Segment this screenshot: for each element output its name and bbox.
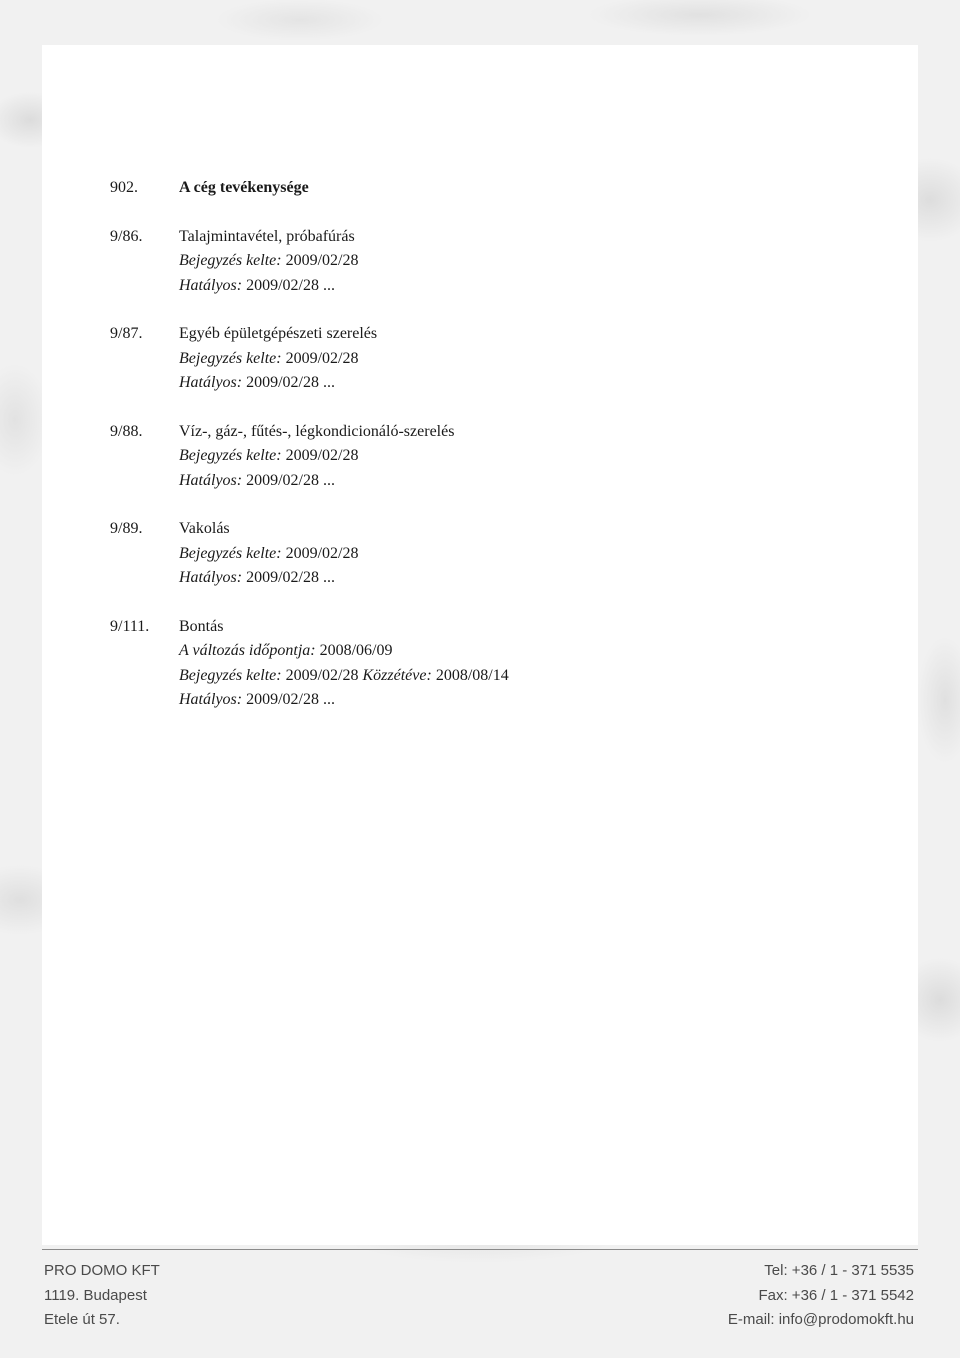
activity-number: 9/86. [110,227,143,245]
detail-value: 2009/02/28 [285,544,359,562]
activity-heading [110,322,810,347]
footer-fax: Fax: +36 / 1 - 371 5542 [758,1286,914,1304]
detail-label: Hatályos: [179,569,243,586]
detail-text [179,664,810,689]
activity-entry [110,615,810,713]
detail-label: Bejegyzés kelte: [179,252,282,269]
footer-contact [728,1259,914,1333]
detail-label: Hatályos: [179,374,243,391]
activity-detail-line [110,469,810,494]
detail-label: Hatályos: [179,276,243,294]
activity-entry [110,322,810,396]
activity-number: 9/89. [110,520,143,537]
indent-spacer [110,688,179,713]
activity-entry [110,420,810,494]
detail-value: 2008/06/09 [319,642,393,659]
detail-text [179,639,810,664]
activity-number: 9/111. [110,617,150,635]
activity-heading [110,420,810,445]
detail-text [179,249,810,274]
activity-detail-line [110,347,810,372]
detail-label: Bejegyzés kelte: [179,666,282,684]
detail-text [179,688,810,713]
activity-entry [110,225,810,299]
detail-label: Hatályos: [179,691,243,708]
activity-heading [110,225,810,250]
detail-text [179,566,810,591]
detail-value: 2008/08/14 [435,666,509,684]
detail-text [179,542,810,567]
activity-detail-line [110,371,810,396]
detail-value: 2009/02/28 ... [246,374,335,391]
indent-spacer [110,664,179,689]
detail-value: 2009/02/28 [285,447,359,464]
detail-value: 2009/02/28 ... [246,276,335,294]
activity-title: Bontás [179,617,224,635]
activity-detail-line [110,542,810,567]
indent-spacer [110,542,179,567]
detail-label: Hatályos: [179,471,243,489]
footer-phone: Tel: +36 / 1 - 371 5535 [764,1262,914,1279]
indent-spacer [110,371,179,396]
activity-title: Egyéb épületgépészeti szerelés [179,325,378,342]
detail-value: 2009/02/28 ... [246,569,335,586]
activity-detail-line [110,688,810,713]
detail-label: Bejegyzés kelte: [179,544,282,562]
footer-street: Etele út 57. [44,1311,120,1328]
indent-spacer [110,639,179,664]
activity-number: 9/88. [110,422,143,440]
indent-spacer [110,566,179,591]
activity-entry [110,176,810,201]
detail-value: 2009/02/28 ... [246,471,335,489]
activity-detail-line [110,444,810,469]
detail-text [179,347,810,372]
activity-title: Vakolás [179,520,230,537]
detail-text [179,371,810,396]
company-activities-list [110,176,810,737]
activity-detail-line [110,274,810,299]
detail-value: 2009/02/28 [285,349,359,367]
indent-spacer [110,347,179,372]
indent-spacer [110,249,179,274]
detail-text [179,469,810,494]
activity-title: Víz-, gáz-, fűtés-, légkondicionáló-szerelés [179,422,455,440]
activity-detail-line [110,664,810,689]
activity-detail-line [110,249,810,274]
activity-title: A cég tevékenysége [179,179,309,196]
activity-detail-line [110,639,810,664]
activity-detail-line [110,566,810,591]
detail-label: Bejegyzés kelte: [179,349,282,367]
detail-label: A változás időpontja: [179,642,316,659]
activity-heading [110,517,810,542]
activity-entry [110,517,810,591]
activity-number: 9/87. [110,325,143,342]
footer-address [44,1259,160,1333]
indent-spacer [110,469,179,494]
activity-heading [110,615,810,640]
footer-city: 1119. Budapest [44,1286,147,1304]
detail-label: Bejegyzés kelte: [179,447,282,464]
detail-text [179,444,810,469]
detail-value: 2009/02/28 [285,666,359,684]
footer-company-name: PRO DOMO KFT [44,1262,160,1279]
footer-divider [42,1249,918,1250]
detail-value: 2009/02/28 ... [246,691,335,708]
detail-label: Közzétéve: [362,666,432,684]
activity-heading [110,176,810,201]
activity-number: 902. [110,179,138,196]
indent-spacer [110,444,179,469]
activity-title: Talajmintavétel, próbafúrás [179,227,355,245]
indent-spacer [110,274,179,299]
detail-value: 2009/02/28 [285,252,359,269]
footer-email[interactable]: E-mail: info@prodomokft.hu [727,1311,914,1328]
detail-text [179,274,810,299]
